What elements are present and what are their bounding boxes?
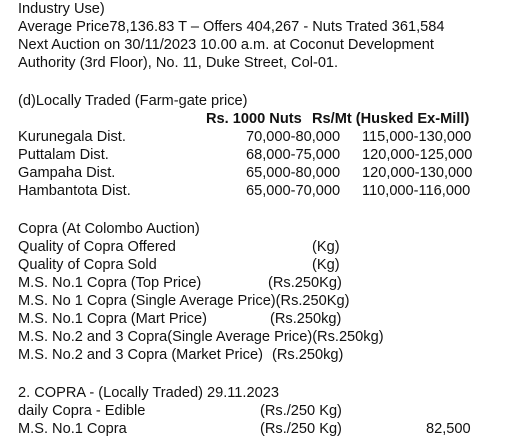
district-mt-price: 115,000-130,000 — [362, 129, 472, 145]
section2-heading: 2. COPRA - (Locally Traded) 29.11.2023 — [18, 385, 279, 401]
copra-item-label: Quality of Copra Offered — [18, 239, 176, 255]
daily-copra-label: daily Copra - Edible — [18, 403, 146, 419]
copra-item-label: M.S. No.2 and 3 Copra (Market Price) — [18, 347, 263, 363]
copra-item-unit: (Kg) — [312, 239, 340, 255]
daily-copra-unit: (Rs./250 Kg) — [260, 403, 342, 419]
district-name: Puttalam Dist. — [18, 147, 109, 163]
local-col-nuts-header: Rs. 1000 Nuts — [206, 111, 302, 127]
copra-item-unit: (Kg) — [312, 257, 340, 273]
district-name: Kurunegala Dist. — [18, 129, 126, 145]
local-col-mt-header: Rs/Mt (Husked Ex-Mill) — [312, 111, 470, 127]
district-mt-price: 120,000-130,000 — [362, 165, 473, 181]
district-mt-price: 110,000-116,000 — [362, 183, 471, 199]
intro-line-3: Next Auction on 30/11/2023 10.00 a.m. at Coconut Development — [18, 37, 434, 53]
copra-item-label: M.S. No.1 Copra (Top Price) — [18, 275, 202, 291]
copra-item-unit: (Rs.250kg) — [272, 347, 344, 363]
copra-item-label: M.S. No.2 and 3 Copra(Single Average Price)(Rs.250kg) — [18, 329, 384, 345]
copra-heading: Copra (At Colombo Auction) — [18, 221, 200, 237]
copra-item-label: M.S. No.1 Copra (Mart Price) — [18, 311, 207, 327]
local-heading: (d)Locally Traded (Farm-gate price) — [18, 93, 248, 109]
copra-item-unit: (Rs.250Kg) — [268, 275, 342, 291]
intro-line-1: Industry Use) — [18, 1, 105, 17]
copra-item-unit: (Rs.250kg) — [270, 311, 342, 327]
district-name: Gampaha Dist. — [18, 165, 116, 181]
district-nuts-price: 70,000-80,000 — [246, 129, 341, 145]
copra-item-label: Quality of Copra Sold — [18, 257, 157, 273]
district-name: Hambantota Dist. — [18, 183, 131, 199]
intro-line-2: Average Price78,136.83 T – Offers 404,267 - Nuts Trated 361,584 — [18, 19, 445, 35]
district-nuts-price: 68,000-75,000 — [246, 147, 341, 163]
ms-no1-copra-unit: (Rs./250 Kg) — [260, 421, 342, 437]
district-nuts-price: 65,000-80,000 — [246, 165, 341, 181]
ms-no1-copra-label: M.S. No.1 Copra — [18, 421, 127, 437]
copra-item-label: M.S. No 1 Copra (Single Average Price)(Rs.250Kg) — [18, 293, 350, 309]
intro-line-4: Authority (3rd Floor), No. 11, Duke Street, Col-01. — [18, 55, 339, 71]
district-nuts-price: 65,000-70,000 — [246, 183, 341, 199]
district-mt-price: 120,000-125,000 — [362, 147, 473, 163]
ms-no1-copra-value: 82,500 — [426, 421, 471, 437]
